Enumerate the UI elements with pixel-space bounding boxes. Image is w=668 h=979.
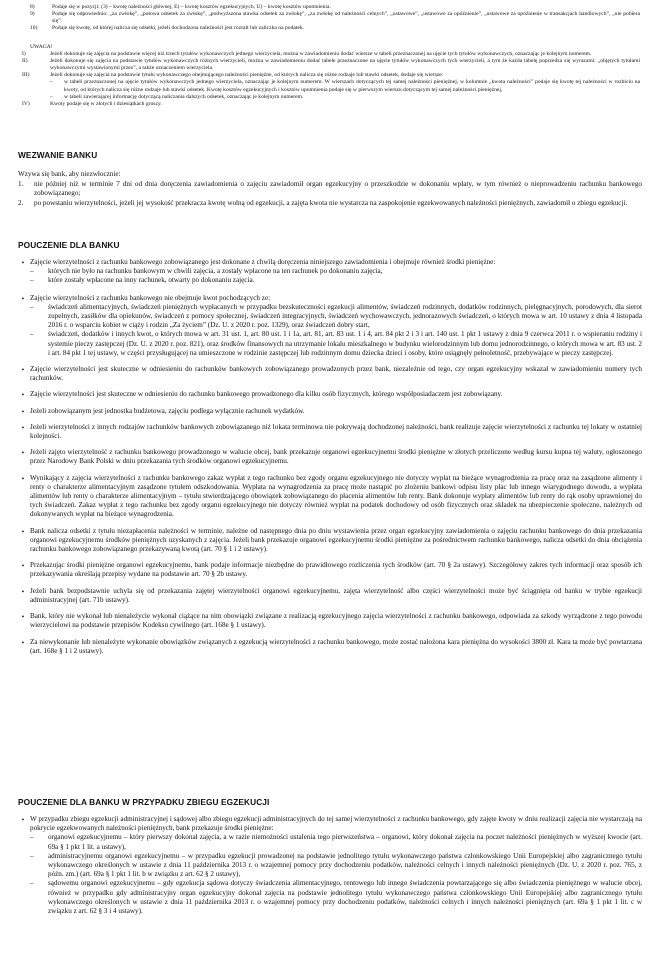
pouczenie-item-7: • Jeżeli zajęto wierzytelność z rachunku bankowego prowadzonego w walucie obcej, bank przekazuje organowi egzekucyjnemu środki pieniężne w złotych przeliczone według kursu kupna tej waluty, ogłoszonego przez Narodowy Bank Polski w dniu przekazania tych środków organowi egzekucyjnemu. xyxy=(16,448,642,466)
uwaga-label: UWAGA! xyxy=(30,44,53,50)
bullet-dot-icon: • xyxy=(21,390,25,400)
pouczenie-item-11: • Jeżeli bank bezpodstawnie uchyla się od przekazania zajętej wierzytelności organowi egzekucyjnemu, zajęta wierzytelność albo części wierzytelności może być ściągnięta od banku w trybie egzekucji administracyjnej (art. 71b ustawy). xyxy=(16,587,642,605)
dash-icon: – xyxy=(30,833,34,842)
dash-icon: – xyxy=(30,330,34,339)
bullet-dot-icon: • xyxy=(21,365,25,375)
bullet-dot-icon: • xyxy=(21,637,25,647)
uwaga-item-3: III) Jeżeli dokonuje się zajęcia na podstawie tytułu wykonawczego obejmującego należności pieniężne, od których nalicza się różne rodzaje lub stawki odsetek, dodaje się wiersze: xyxy=(22,72,444,79)
pouczenie-item-2-sub-2: – świadczeń, dodatków i innych kwot, o których mowa w art. 31 ust. 1, art. 80 ust. 1 i 1a, art. 81, art. 83 ust. 1 i 4, art. 84 pkt 2 i 3 i art. 140 ust. 1 pkt 1 ustawy z dnia 9 czerwca 2011 r. o wspieraniu rodziny i systemie pieczy zastępczej (Dz. U. z 2020 r. poz. 821), oraz środków finansowych na utrzymanie lokalu mieszkalnego w budynku wielorodzinnym lub domu jednorodzinnego, o których mowa w art. 83 ust. 2 i art. 84 pkt 1 tej ustawy, w części przysługującej na umieszczone w rodzinie zastępczej lub rodzinnym domu dziecka dzieci i osoby, które osiągnęły pełnoletność, przebywające w pieczy zastępczej. xyxy=(30,330,642,357)
bullet-dot-icon: • xyxy=(21,612,25,622)
dash-icon: – xyxy=(50,93,53,100)
pouczenie-body xyxy=(16,258,642,656)
bullet-dot-icon: • xyxy=(21,586,25,596)
pouczenie-item-2: • Zajęcie wierzytelności z rachunku bankowego nie obejmuje kwot pochodzących ze: xyxy=(16,294,642,303)
bullet-dot-icon: • xyxy=(21,422,25,432)
footnote-10: 10) Podaje się kwotę, od której nalicza się odsetki, jeżeli dochodzona należności jest rozralt lub zaliczka na podatek. xyxy=(30,25,305,32)
pouczenie-item-1: • Zajęcie wierzytelności z rachunku bankowego zobowiązanego jest dokonane z chwilą doręczenia niniejszego zawiadomienia i obejmuje również środki pieniężne: xyxy=(16,258,642,267)
pouczenie-item-8: • Wynikający z zajęcia wierzytelności z rachunku bankowego zakaz wypłat z tego rachunku bez zgody organu egzekucyjnego nie dotyczy wypłat na bieżące wynagrodzenia za pracę oraz na zasądzone alimenty i renty o charakterze alimentacyjnym zasądzone tytułem odszkodowania. Wypłata na wynagrodzenia za pracę może nastąpić po złożeniu bankowi odpisu listy płac lub innego wiarygodnego dowodu, a wypłata alimentów lub renty o charakterze alimentacyjnym – tytułu stwierdzającego obowiązek zobowiązanego do płacenia alimentów lub renty. Bank dokonuje wypłaty alimentów lub renty do rąk osoby uprawnionej do tych świadczeń. Zakaz wypłat z tego rachunku bez zgody organu egzekucyjnego nie dotyczy również wypłat na podatek dochodowy od osób fizycznych oraz składek na ubezpieczenie społeczne, należnych od dokonywanych wypłat na bieżące wynagrodzenia. xyxy=(16,474,642,520)
dash-icon: – xyxy=(30,267,34,276)
dash-icon: – xyxy=(30,879,34,888)
dash-icon: – xyxy=(30,302,34,311)
bullet-dot-icon: • xyxy=(21,293,25,303)
pouczenie-item-5: • Jeżeli zobowiązanym jest jednostka budżetowa, zajęciu podlega wyłącznie rachunek wydatków. xyxy=(16,407,642,416)
uwaga-item-1: I) Jeżeli dokonuje się zajęcia na podstawie więcej niż trzech tytułów wykonawczych jednego wierzyciela, można w zawiadomieniu dodać wiersze w tabeli przeznaczonej na ujęcie tych tytułów wykonawczych, oznaczając je kolejnym numerem. xyxy=(22,51,592,58)
pouczenie-item-1-sub-1: – których nie było na rachunku bankowym w chwili zajęcia, a zostały wpłacone na ten rachunek po dokonaniu zajęcia, xyxy=(30,267,383,276)
uwaga-block xyxy=(22,44,640,108)
uwaga-sub-2: – w tabeli zawierającej informację dotyczącą naliczania dalszych odsetek, oznaczając je kolejnym numerem. xyxy=(50,93,304,100)
wezwanie-item-2: 2. po powstaniu wierzytelności, jeżeli jej wysokość przekracza kwotę wolną od egzekucji, a zajęta kwota nie wystarcza na zaspokojenie egzekwowanych należności pieniężnych, zawiadomił o zbiegu egzekucji. xyxy=(18,198,628,207)
pouczenie-heading: POUCZENIE DLA BANKU xyxy=(18,240,120,250)
uwaga-sub-1: – w tabeli przeznaczonej na ujęcie tytułów wykonawczych jednego wierzyciela, oznaczając je kolejnym numerem. W wierszach dotyczących tej samej należności pieniężnej, w kolumnie „kwota należności” podaje się kwotę tej należności w rozbiciu na kwoty, od których nalicza się różne rodzaje lub stawki odsetek. Kwotę kosztów egzekucyjnych i kosztów upomnienia podaje się w pierwszym wierszu dotyczącym tej samej należności pieniężnej, xyxy=(50,79,640,93)
bullet-dot-icon: • xyxy=(21,561,25,571)
dash-icon: – xyxy=(30,276,34,285)
wezwanie-body xyxy=(18,170,642,208)
pouczenie-item-13: • Za niewykonanie lub nienależyte wykonanie obowiązków związanych z egzekucją wierzytelności z rachunku bankowego, może zostać nałożona kara pieniężna do wysokości 3800 zł. Kara ta może być powtarzana (art. 168e § 1 i 2 ustawy). xyxy=(16,638,642,656)
pouczenie-item-9: • Bank nalicza odsetki z tytułu niezapłacenia należności w terminie, należne od następnego dnia po dniu wystawienia przez organ egzekucyjny zawiadomienia o zajęciu rachunku bankowego do dnia przekazania organowi egzekucyjnemu środków pieniężnych uzyskanych z zajęcia. Jeżeli bank przekazuje organowi egzekucyjnemu środki pieniężne za pośrednictwem rachunku bankowego, nalicza odsetki do dnia obciążenia rachunku bankowego zobowiązanego przekazywaną kwotą (art. 70 § 1 i 2 ustawy). xyxy=(16,527,642,555)
footnote-8: 8) Podaje się w pozycji: (3) – kwotę należności głównej, E) – kwotę kosztów egzekucyjnych, U) – kwotę kosztów upomnienia. xyxy=(30,4,331,10)
wezwanie-heading: WEZWANIE BANKU xyxy=(18,150,98,160)
zbieg-sub-3: – sądowemu organowi egzekucyjnemu – gdy egzekucja sądowa dotyczy świadczenia alimentacyjnego, rentowego lub innego świadczenia powtarzającego się albo świadczenia pieniężnego w walucie obcej, również w przypadku gdy administracyjny organ egzekucyjny dokonał zajęcia na podstawie jednolitego tytułu wykonawczego państwa członkowskiego Unii Europejskiej albo zagranicznego tytułu wykonawczego określonych w ustawie z dnia 11 października 2013 r. o wzajemnej pomocy przy dochodzeniu podatków, należności celnych i innych należności pieniężnych (art. 69a § 1 pkt 1 lit. c w związku z art. 62 § 3 i 4 ustawy). xyxy=(30,879,642,916)
pouczenie-item-2-sub-1: – świadczeń alimentacyjnych, świadczeń pieniężnych wypłacanych w przypadku bezskuteczności egzekucji alimentów, świadczeń rodzinnych, dodatków rodzinnych, pielęgnacyjnych, porodowych, dla sierot zupełnych, zasiłków dla opiekunów, świadczeń z pomocy społecznej, świadczeń integracyjnych, świadczeń wychowawczych, jednorazowych świadczeń, o których mowa w art. 10 ustawy z dnia 4 listopada 2016 r. o wsparciu kobiet w ciąży i rodzin „Za życiem” (Dz. U. z 2020 r. poz. 1329), oraz świadczeń dobry start, xyxy=(30,302,642,330)
zbieg-heading: POUCZENIE DLA BANKU W PRZYPADKU ZBIEGU EGZEKUCJI xyxy=(18,797,270,807)
zbieg-sub-1: – organowi egzekucyjnemu – który pierwszy dokonał zajęcia, a w razie niemożności ustalenia tego pierwszeństwa – organowi, który dokonał zajęcia na poczet należności pieniężnych w wyższej kwocie (art. 69a § 1 pkt 1 lit. a ustawy), xyxy=(30,833,642,851)
bullet-dot-icon: • xyxy=(21,406,25,416)
pouczenie-item-4: • Zajęcie wierzytelności jest skuteczne w odniesieniu do rachunku bankowego prowadzonego dla kilku osób fizycznych, którego współposiadaczem jest zobowiązany. xyxy=(16,390,642,399)
zbieg-body xyxy=(16,815,642,916)
pouczenie-item-10: • Przekazując środki pieniężne organowi egzekucyjnemu, bank podaje informacje niezbędne do prawidłowego rozliczenia tych środków (art. 70 § 2a ustawy). Szczegółowy zakres tych informacji oraz sposób ich przekazywania określają przepisy wydane na podstawie art. 70 § 2b ustawy. xyxy=(16,561,642,579)
zbieg-sub-2: – administracyjnemu organowi egzekucyjnemu – w przypadku egzekucji prowadzonej na podstawie jednolitego tytułu wykonawczego państwa członkowskiego Unii Europejskiej albo zagranicznego tytułu wykonawczego określonych w ustawie z dnia 11 października 2013 r. o wzajemnej pomocy przy dochodzeniu podatków, należności celnych i innych należności pieniężnych (Dz. U. z 2020 r. poz. 765, z późn. zm.) (art. 69a § 1 pkt 1 lit. b w związku z art. 62 § 2 ustawy), xyxy=(30,851,642,879)
bullet-dot-icon: • xyxy=(21,448,25,458)
bullet-dot-icon: • xyxy=(21,815,25,824)
uwaga-item-2: II) Jeżeli dokonuje się zajęcia na podstawie tytułów wykonawczych różnych wierzycieli, można w zawiadomieniu dodać tabele przeznaczone na ujęcie tytułów wykonawczych tych wierzycieli, a tym że każda tabelę poprzedza się wyrazami: „objętych tytułami wykonawczymi wystawionymi przez”, a także oznaczeniem wierzyciela. xyxy=(22,58,640,72)
wezwanie-intro: Wzywa się bank, aby niezwłocznie: xyxy=(18,170,121,178)
dash-icon: – xyxy=(30,851,34,860)
pouczenie-item-1-sub-2: – które zostały wpłacone na inny rachunek, otwarty po dokonaniu zajęcia. xyxy=(30,276,255,285)
bullet-dot-icon: • xyxy=(21,526,25,536)
dash-icon: – xyxy=(50,79,53,86)
bullet-dot-icon: • xyxy=(21,258,25,267)
pouczenie-item-3: • Zajęcie wierzytelności jest skuteczne w odniesieniu do rachunków bankowych zobowiązanego prowadzonych przez bank, niezależnie od tego, czy organ egzekucyjny wskazał w zawiadomieniu numery tych rachunków. xyxy=(16,365,642,383)
footnote-9: 9) Podaje się odpowiednio: „za zwłokę”, „połowa odsetek za zwłokę”, „podwyższona stawka odsetek za zwłokę”, „za zwłokę od należności celnych”, „ustawowe”, „ustawowe za opóźnienie”, „ustawowe za opóźnienie w transakcjach handlowych”, „nie pobiera się”. xyxy=(30,11,640,25)
wezwanie-item-1: 1. nie później niż w terminie 7 dni od dnia doręczenia zawiadomienia o zajęciu zawiadomił organ egzekucyjny o przeszkodzie w dokonaniu wpłaty, w tym również o nieprowadzeniu rachunku bankowego zobowiązanego; xyxy=(18,180,642,198)
bullet-dot-icon: • xyxy=(21,473,25,483)
footnotes-top xyxy=(30,4,640,32)
pouczenie-item-12: • Bank, który nie wykonał lub nienależycie wykonał ciążące na nim obowiązki związane z realizacją egzekucyjnego zajęcia wierzytelności z rachunku bankowego, odpowiada za szkody wyrządzone z tego powodu wierzycielowi na podstawie przepisów Kodeksu cywilnego (art. 168e § 1 ustawy). xyxy=(16,612,642,630)
uwaga-item-4: IV) Kwoty podaje się w złotych i dziesiątkach groszy. xyxy=(22,100,162,107)
pouczenie-item-6: • Jeżeli wierzytelności z innych rodzajów rachunków bankowych zobowiązanego niż lokata terminowa nie pokrywają dochodzonej należności, bank realizuje zajęcie wierzytelności z rachunku tej lokaty w ostatniej kolejności. xyxy=(16,423,642,441)
zbieg-item-1: • W przypadku zbiegu egzekucji administracyjnej i sądowej albo zbiegu egzekucji administracyjnych do tej samej wierzytelności z rachunku bankowego, gdy zajęte kwoty w dniu realizacji zajęcia nie wystarczają na pokrycie egzekwowanych należności pieniężnych, bank przekazuje środki pieniężne: xyxy=(16,815,642,833)
